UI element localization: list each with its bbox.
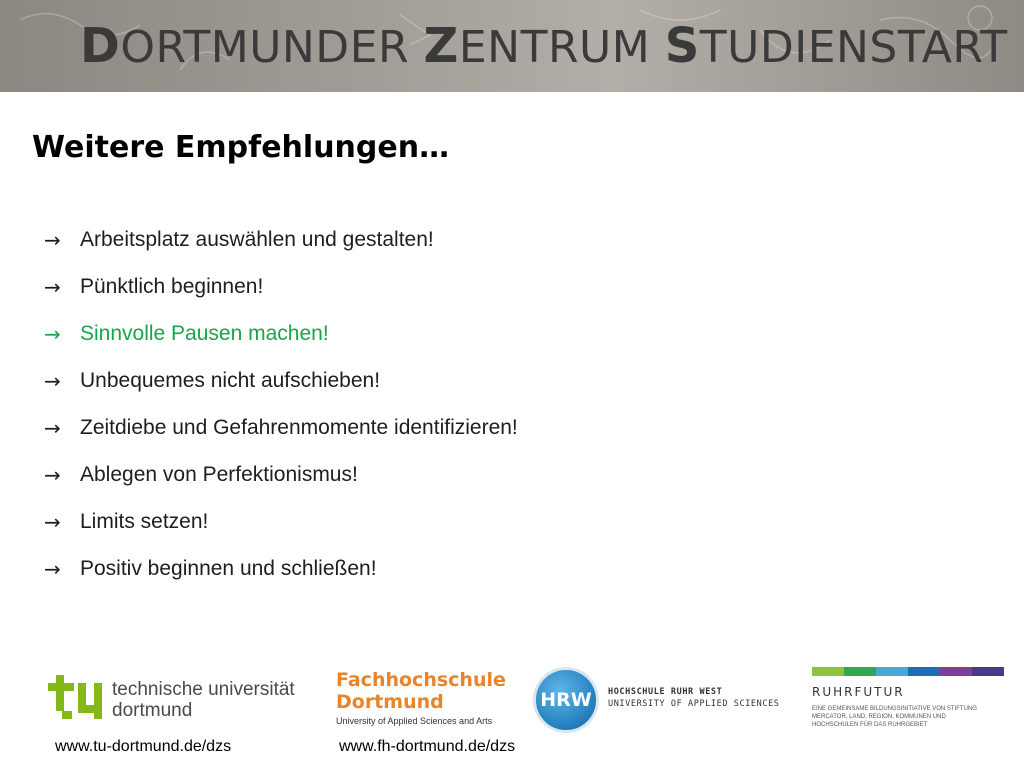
- hrw-logo-icon: [533, 667, 599, 733]
- arrow-right-icon: →: [44, 462, 61, 487]
- hrw-logo-mark: HRW: [540, 689, 592, 711]
- list-item-text: Unbequemes nicht aufschieben!: [80, 368, 381, 392]
- header-banner: [0, 0, 1024, 92]
- fh-logo-line1: Fachhochschule: [336, 669, 506, 691]
- color-segment: [972, 667, 1004, 676]
- list-item: [44, 545, 518, 592]
- arrow-right-icon: →: [44, 368, 61, 393]
- tu-logo-line1: technische universität: [112, 679, 295, 700]
- header-title-rest-2: ENTRUM: [458, 22, 665, 73]
- hrw-logo-line1: HOCHSCHULE RUHR WEST: [608, 687, 723, 697]
- hrw-logo-text: [608, 686, 780, 710]
- ruhrfutur-color-bar: [812, 667, 1004, 676]
- list-item-text: Ablegen von Perfektionismus!: [80, 462, 358, 486]
- arrow-right-icon: →: [44, 556, 61, 581]
- color-segment: [844, 667, 876, 676]
- header-title-cap-3: S: [664, 18, 700, 74]
- header-title-rest-1: ORTMUNDER: [120, 22, 424, 73]
- ruhrfutur-logo-subtitle: EINE GEMEINSAME BILDUNGSINITIATIVE VON STIFTUNG MERCATOR, LAND, REGION, KOMMUNEN UND HOCHSCHULEN FÜR DAS RUHRGEBIET: [812, 706, 977, 728]
- ruhrfutur-logo-name: RUHRFUTUR: [812, 685, 905, 699]
- list-item: [44, 263, 518, 310]
- tu-logo-text: [112, 679, 295, 721]
- arrow-right-icon: →: [44, 509, 61, 534]
- list-item-highlighted: [44, 310, 518, 357]
- color-segment: [876, 667, 908, 676]
- header-title-cap-1: D: [80, 18, 121, 74]
- fh-url-link[interactable]: www.fh-dortmund.de/dzs: [339, 738, 516, 755]
- list-item-text: Zeitdiebe und Gefahrenmomente identifizieren!: [80, 415, 518, 439]
- list-item: [44, 357, 518, 404]
- list-item: [44, 404, 518, 451]
- arrow-right-icon: →: [44, 274, 61, 299]
- header-title-cap-2: Z: [423, 18, 459, 74]
- list-item: [44, 498, 518, 545]
- fh-logo-line2: Dortmund: [336, 691, 444, 713]
- fh-logo-subtitle: University of Applied Sciences and Arts: [336, 716, 493, 726]
- list-item-text: Limits setzen!: [80, 509, 209, 533]
- list-item-text: Pünktlich beginnen!: [80, 274, 264, 298]
- list-item: [44, 451, 518, 498]
- color-segment: [908, 667, 940, 676]
- list-item: [44, 216, 518, 263]
- tu-url-link[interactable]: www.tu-dortmund.de/dzs: [55, 738, 232, 755]
- list-item-text: Sinnvolle Pausen machen!: [80, 321, 329, 345]
- hrw-logo-line2: UNIVERSITY OF APPLIED SCIENCES: [608, 699, 780, 709]
- tu-logo-icon: [48, 675, 104, 719]
- color-segment: [812, 667, 844, 676]
- arrow-right-icon: →: [44, 227, 61, 252]
- fh-logo: [336, 669, 506, 726]
- header-title: [80, 18, 1008, 74]
- list-item-text: Positiv beginnen und schließen!: [80, 556, 377, 580]
- header-title-rest-3: TUDIENSTART: [699, 22, 1008, 73]
- tu-logo-line2: dortmund: [112, 700, 193, 721]
- arrow-right-icon: →: [44, 415, 61, 440]
- color-segment: [940, 667, 972, 676]
- recommendation-list: [44, 216, 518, 592]
- list-item-text: Arbeitsplatz auswählen und gestalten!: [80, 227, 434, 251]
- arrow-right-icon: →: [44, 321, 61, 346]
- slide-title: Weitere Empfehlungen…: [32, 130, 450, 165]
